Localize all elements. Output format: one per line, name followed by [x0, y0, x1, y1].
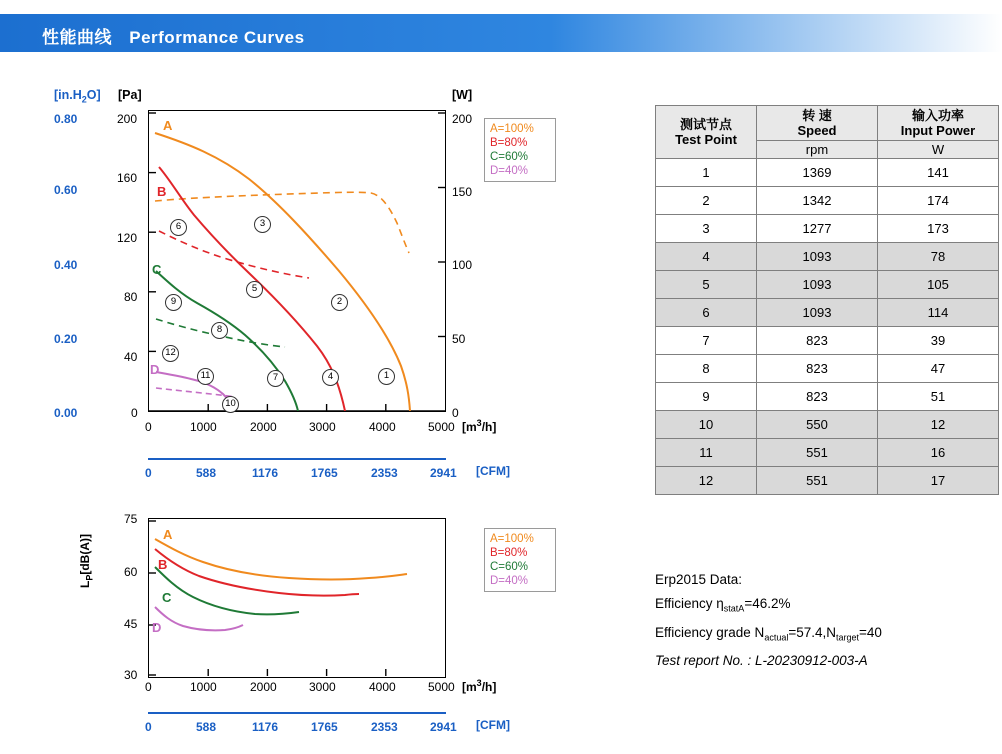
node-marker-12: 12 [162, 345, 179, 362]
cell-speed: 1093 [757, 243, 878, 271]
chart1-left-unit-pa: [Pa] [118, 88, 142, 102]
chart1-ytick-inh2o-0: 0.80 [54, 112, 78, 126]
chart1-legend [484, 118, 556, 182]
node-marker-8: 8 [211, 322, 228, 339]
test-point-table [655, 105, 999, 495]
cell-point: 5 [656, 271, 757, 299]
cell-power: 39 [878, 327, 999, 355]
chart2-legend-a: A=100% [490, 533, 534, 545]
chart1-curve-label-b: B [157, 184, 167, 199]
chart2-legend-c: C=60% [490, 561, 529, 573]
table-row [656, 411, 999, 439]
cell-point: 3 [656, 215, 757, 243]
cell-speed: 823 [757, 327, 878, 355]
node-marker-5: 5 [246, 281, 263, 298]
chart1-ytick-w-50: 50 [452, 332, 466, 346]
chart2-curve-label-c: C [162, 590, 172, 605]
chart1-cfm-588: 588 [196, 466, 217, 480]
erp-test-report: Test report No. : L-20230912-003-A [655, 653, 868, 669]
table-row [656, 467, 999, 495]
cell-power: 141 [878, 159, 999, 187]
chart1-ytick-pa-0: 0 [131, 406, 138, 420]
th-test-point-en: Test Point [675, 132, 737, 147]
chart2-cfm-0: 0 [145, 720, 152, 734]
th-power-cn: 输入功率 [911, 108, 964, 123]
chart1-curve-label-d: D [150, 362, 160, 377]
cell-power: 17 [878, 467, 999, 495]
table-row [656, 355, 999, 383]
chart1-ytick-inh2o-4: 0.00 [54, 406, 78, 420]
th-power [878, 106, 999, 141]
chart2-x-unit: $[m^3/h]$ [462, 678, 497, 694]
cell-speed: 1342 [757, 187, 878, 215]
chart1-cfm-axis [148, 458, 446, 460]
chart1-curve-label-a: A [163, 118, 173, 133]
table-row [656, 299, 999, 327]
erp-efficiency-grade: Efficiency grade $N_{actual}=57.4,N_{target}=40$ [655, 624, 882, 643]
chart2-xtick-3000: 3000 [309, 680, 336, 694]
chart1-xtick-1000: 1000 [190, 420, 217, 434]
table-row [656, 271, 999, 299]
chart2-cfm-unit: [CFM] [476, 718, 510, 732]
chart1-cfm-1765: 1765 [311, 466, 338, 480]
cell-power: 12 [878, 411, 999, 439]
cell-speed: 1369 [757, 159, 878, 187]
chart1-legend-a: A=100% [490, 123, 534, 135]
chart2-ytick-30: 30 [124, 668, 138, 682]
chart1-ytick-inh2o-1: 0.60 [54, 183, 78, 197]
cell-speed: 551 [757, 467, 878, 495]
chart1-ytick-pa-40: 40 [124, 350, 138, 364]
th-speed-unit: rpm [757, 141, 878, 159]
chart1-curve-label-c: C [152, 262, 162, 277]
th-power-en: Input Power [900, 123, 976, 138]
page-title-cn: 性能曲线 [42, 28, 112, 47]
page-header [0, 14, 1002, 52]
chart2-legend-d: D=40% [490, 575, 529, 587]
chart1-ytick-pa-160: 160 [117, 171, 138, 185]
cell-speed: 1093 [757, 299, 878, 327]
cell-speed: 551 [757, 439, 878, 467]
table-row [656, 187, 999, 215]
chart1-legend-b: B=80% [490, 137, 528, 149]
table-row [656, 159, 999, 187]
chart1-x-unit: $[m^3/h]$ [462, 418, 497, 434]
th-speed-cn: 转 速 [802, 108, 832, 123]
chart1-left-unit-inh2o: $[in.H_2O]$ [54, 88, 101, 105]
cell-speed: 550 [757, 411, 878, 439]
chart1-right-unit-w: [W] [452, 88, 473, 102]
chart1-ytick-w-150: 150 [452, 185, 473, 199]
chart1-cfm-2941: 2941 [430, 466, 457, 480]
chart2-curve-label-b: B [158, 557, 168, 572]
chart2-cfm-1176: 1176 [252, 720, 279, 734]
cell-power: 105 [878, 271, 999, 299]
chart1-xtick-4000: 4000 [369, 420, 396, 434]
cell-speed: 1093 [757, 271, 878, 299]
chart1-ytick-pa-80: 80 [124, 290, 138, 304]
th-power-unit: W [878, 141, 999, 159]
cell-point: 10 [656, 411, 757, 439]
table-body [656, 159, 999, 495]
cell-point: 8 [656, 355, 757, 383]
chart2-xtick-1000: 1000 [190, 680, 217, 694]
table-row [656, 383, 999, 411]
th-test-point-cn: 测试节点 [679, 117, 732, 132]
cell-speed: 823 [757, 355, 878, 383]
chart1-xtick-3000: 3000 [309, 420, 336, 434]
chart1-ytick-pa-120: 120 [117, 231, 138, 245]
chart1-ytick-inh2o-3: 0.20 [54, 332, 78, 346]
th-speed-en: Speed [797, 123, 837, 138]
table-row [656, 439, 999, 467]
chart1-ytick-w-200: 200 [452, 112, 473, 126]
cell-point: 2 [656, 187, 757, 215]
cell-point: 12 [656, 467, 757, 495]
chart1-xtick-0: 0 [145, 420, 152, 434]
table-row [656, 327, 999, 355]
chart2-xtick-2000: 2000 [250, 680, 277, 694]
chart2-ytick-75: 75 [124, 512, 138, 526]
page-title-en: Performance Curves [129, 28, 305, 47]
chart1-ytick-pa-200: 200 [117, 112, 138, 126]
cell-point: 6 [656, 299, 757, 327]
table-header-row-1 [656, 106, 999, 141]
chart1-legend-d: D=40% [490, 165, 529, 177]
cell-point: 1 [656, 159, 757, 187]
performance-curve-chart [148, 110, 446, 412]
chart2-ytick-45: 45 [124, 617, 138, 631]
cell-power: 78 [878, 243, 999, 271]
cell-speed: 1277 [757, 215, 878, 243]
node-marker-6: 6 [170, 219, 187, 236]
page-title [42, 23, 305, 48]
erp-title: Erp2015 Data: [655, 572, 743, 587]
node-marker-7: 7 [267, 370, 284, 387]
chart2-curve-label-d: D [152, 620, 162, 635]
chart2-legend-b: B=80% [490, 547, 528, 559]
cell-power: 16 [878, 439, 999, 467]
chart2-cfm-1765: 1765 [311, 720, 338, 734]
chart2-xtick-5000: 5000 [428, 680, 455, 694]
chart2-xtick-0: 0 [145, 680, 152, 694]
cell-point: 11 [656, 439, 757, 467]
cell-power: 114 [878, 299, 999, 327]
cell-point: 4 [656, 243, 757, 271]
chart1-cfm-1176: 1176 [252, 466, 279, 480]
chart1-xtick-5000: 5000 [428, 420, 455, 434]
node-marker-2: 2 [331, 294, 348, 311]
sound-pressure-chart [148, 518, 446, 678]
erp-efficiency: Efficiency $\eta_{statA}=46.2\%$ [655, 596, 791, 614]
node-marker-1: 1 [378, 368, 395, 385]
chart1-xtick-2000: 2000 [250, 420, 277, 434]
chart1-ytick-inh2o-2: 0.40 [54, 258, 78, 272]
node-marker-10: 10 [222, 396, 239, 413]
cell-speed: 823 [757, 383, 878, 411]
chart2-cfm-axis [148, 712, 446, 714]
chart1-ytick-w-0: 0 [452, 406, 459, 420]
node-marker-9: 9 [165, 294, 182, 311]
table-header [656, 106, 999, 159]
th-test-point [656, 106, 757, 159]
node-marker-11: 11 [197, 368, 214, 385]
cell-power: 47 [878, 355, 999, 383]
cell-point: 9 [656, 383, 757, 411]
cell-power: 174 [878, 187, 999, 215]
chart2-curve-label-a: A [163, 527, 173, 542]
chart2-cfm-2353: 2353 [371, 720, 398, 734]
chart1-cfm-unit: [CFM] [476, 464, 510, 478]
table-row [656, 243, 999, 271]
node-marker-3: 3 [254, 216, 271, 233]
cell-power: 173 [878, 215, 999, 243]
erp-data-block [655, 568, 882, 673]
cell-power: 51 [878, 383, 999, 411]
node-marker-4: 4 [322, 369, 339, 386]
chart1-cfm-0: 0 [145, 466, 152, 480]
chart1-ytick-w-100: 100 [452, 258, 473, 272]
cell-point: 7 [656, 327, 757, 355]
chart2-legend [484, 528, 556, 592]
chart2-cfm-588: 588 [196, 720, 217, 734]
chart2-xtick-4000: 4000 [369, 680, 396, 694]
chart2-y-axis-title: $L_P[dB(A)]$ [78, 533, 95, 588]
chart2-cfm-2941: 2941 [430, 720, 457, 734]
th-speed [757, 106, 878, 141]
chart1-cfm-2353: 2353 [371, 466, 398, 480]
table-row [656, 215, 999, 243]
chart1-legend-c: C=60% [490, 151, 529, 163]
chart2-ytick-60: 60 [124, 565, 138, 579]
